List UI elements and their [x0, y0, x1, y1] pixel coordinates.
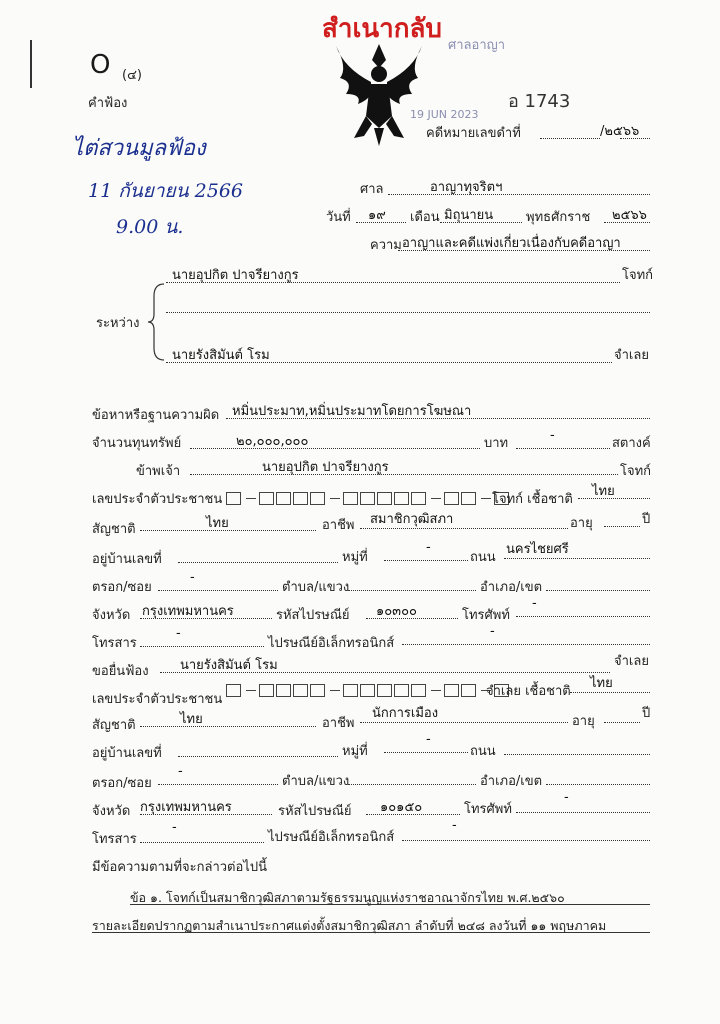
form-title: คำฟ้อง — [88, 96, 128, 111]
defendant-race: ไทย — [590, 676, 613, 691]
date-label: วันที่ — [326, 210, 351, 225]
defendant-occupation-label: อาชีพ — [322, 716, 355, 731]
form-sub: (๔) — [122, 68, 142, 83]
plaintiff-email-label: ไปรษณีย์อิเล็กทรอนิกส์ — [268, 636, 395, 651]
defendant-road-label: ถนน — [470, 744, 496, 759]
case-year: /๒๕๖๖ — [600, 124, 640, 139]
handwritten-note: ไต่สวนมูลฟ้อง — [72, 136, 206, 161]
plaintiff-province: กรุงเทพมหานคร — [142, 604, 234, 619]
defendant-id-label: เลขประจำตัวประชาชน — [92, 692, 223, 707]
case-type-label: ความ — [370, 238, 402, 253]
defendant-age-unit: ปี — [642, 706, 651, 721]
defendant-email: - — [452, 818, 457, 833]
plaintiff-district-label: อำเภอ/เขต — [480, 580, 543, 595]
plaintiff-age-unit: ปี — [642, 512, 651, 527]
plaintiff-fax: - — [176, 626, 181, 641]
plaintiff-moo: - — [426, 540, 431, 555]
defendant-id-role: จำเลย เชื้อชาติ — [486, 684, 571, 699]
defendant-moo-label: หมู่ที่ — [342, 744, 368, 759]
court-value: อาญาทุจริตฯ — [430, 180, 503, 195]
year-label: พุทธศักราช — [526, 210, 591, 225]
date-month: มิถุนายน — [444, 208, 494, 223]
case-number-label: คดีหมายเลขดำที่ — [426, 126, 521, 141]
plaintiff-house-label: อยู่บ้านเลขที่ — [92, 552, 162, 567]
plaintiff-id-label: เลขประจำตัวประชาชน — [92, 492, 223, 507]
court-stamp: ศาลอาญา — [448, 38, 506, 53]
paragraph-1: ข้อ ๑. โจทก์เป็นสมาชิกวุฒิสภาตามรัฐธรรมนูญแห่งราชอาณาจักรไทย พ.ศ.๒๕๖๐ — [130, 890, 565, 905]
plaintiff-age-label: อายุ — [570, 516, 593, 531]
defendant-role: จำเลย — [614, 348, 649, 363]
defendant-postal: ๑๐๑๕๐ — [380, 800, 423, 815]
received-date-stamp: 19 JUN 2023 — [410, 108, 479, 121]
plaintiff-phone: - — [532, 596, 537, 611]
plaintiff-province-label: จังหวัด — [92, 608, 131, 623]
defendant-soi: - — [178, 764, 183, 779]
defendant-age-label: อายุ — [572, 714, 595, 729]
paragraph-2: รายละเอียดปรากฏตามสำเนาประกาศแต่งตั้งสมาชิกวุฒิสภา ลำดับที่ ๒๔๘ ลงวันที่ ๑๑ พฤษภาคม — [92, 918, 607, 933]
defendant-info-role: จำเลย — [614, 654, 649, 669]
defendant-nationality-label: สัญชาติ — [92, 718, 136, 733]
defendant-phone-label: โทรศัพท์ — [464, 802, 512, 817]
plaintiff-info-role: โจทก์ — [620, 464, 652, 479]
plaintiff-moo-label: หมู่ที่ — [342, 550, 368, 565]
case-type: อาญาและคดีแพ่งเกี่ยวเนื่องกับคดีอาญา — [402, 236, 621, 251]
plaintiff-id-boxes — [226, 488, 511, 507]
defendant-name: นายรังสิมันต์ โรม — [172, 348, 270, 363]
defendant-soi-label: ตรอก/ซอย — [92, 776, 152, 791]
satang-label: สตางค์ — [612, 436, 651, 451]
copy-stamp: สำเนากลับ — [322, 14, 442, 44]
defendant-province-label: จังหวัด — [92, 804, 131, 819]
garuda-emblem-icon — [334, 38, 424, 152]
charge-value: หมิ่นประมาท,หมิ่นประมาทโดยการโฆษณา — [232, 404, 472, 419]
sue-label: ขอยื่นฟ้อง — [92, 664, 149, 679]
plaintiff-soi: - — [190, 570, 195, 585]
case-number-handwritten: อ 1743 — [508, 91, 571, 112]
plaintiff-email: - — [490, 624, 495, 639]
baht-label: บาท — [484, 436, 509, 451]
plaintiff-nationality: ไทย — [206, 516, 229, 531]
brace-icon — [146, 282, 166, 362]
plaintiff-postal-label: รหัสไปรษณีย์ — [276, 608, 350, 623]
plaintiff-soi-label: ตรอก/ซอย — [92, 580, 152, 595]
date-day: ๑๙ — [368, 208, 386, 223]
amount-label: จำนวนทุนทรัพย์ — [92, 436, 182, 451]
handwritten-date: 11 กันยายน 2566 — [88, 180, 244, 202]
defendant-phone: - — [564, 790, 569, 805]
defendant-house-label: อยู่บ้านเลขที่ — [92, 746, 162, 761]
form-number: O — [90, 50, 111, 80]
defendant-subdistrict-label: ตำบล/แขวง — [282, 774, 350, 789]
plaintiff-name: นายอุปกิต ปาจรียางกูร — [172, 268, 299, 283]
satang-value: - — [550, 428, 555, 443]
between-label: ระหว่าง — [96, 316, 140, 331]
defendant-id-boxes — [226, 680, 511, 699]
month-label: เดือน — [410, 210, 440, 225]
plaintiff-occupation-label: อาชีพ — [322, 518, 355, 533]
plaintiff-subdistrict-label: ตำบล/แขวง — [282, 580, 350, 595]
plaintiff-role: โจทก์ — [622, 268, 654, 283]
defendant-info-name: นายรังสิมันต์ โรม — [180, 658, 278, 673]
plaintiff-postal: ๑๐๓๐๐ — [376, 604, 417, 619]
plaintiff-road: นครไชยศรี — [506, 542, 569, 557]
plaintiff-race: ไทย — [592, 484, 615, 499]
court-label: ศาล — [360, 182, 384, 197]
plaintiff-nationality-label: สัญชาติ — [92, 522, 136, 537]
plaintiff-occupation: สมาชิกวุฒิสภา — [370, 512, 454, 527]
plaintiff-road-label: ถนน — [470, 550, 496, 565]
defendant-fax: - — [172, 820, 177, 835]
amount-value: ๒๐,๐๐๐,๐๐๐ — [236, 434, 309, 449]
defendant-fax-label: โทรสาร — [92, 832, 137, 847]
handwritten-time: 9.00 น. — [116, 216, 184, 238]
defendant-nationality: ไทย — [180, 712, 203, 727]
plaintiff-phone-label: โทรศัพท์ — [462, 608, 510, 623]
defendant-province: กรุงเทพมหานคร — [140, 800, 232, 815]
i-label: ข้าพเจ้า — [136, 464, 181, 479]
plaintiff-fax-label: โทรสาร — [92, 636, 137, 651]
defendant-moo: - — [426, 732, 431, 747]
defendant-district-label: อำเภอ/เขต — [480, 774, 543, 789]
charge-label: ข้อหาหรือฐานความผิด — [92, 408, 220, 423]
defendant-occupation: นักการเมือง — [372, 706, 439, 721]
plaintiff-id-role: โจทก์ เชื้อชาติ — [492, 492, 573, 507]
intro-text: มีข้อความตามที่จะกล่าวต่อไปนี้ — [92, 860, 267, 875]
defendant-email-label: ไปรษณีย์อิเล็กทรอนิกส์ — [268, 830, 395, 845]
date-year: ๒๕๖๖ — [612, 208, 647, 223]
plaintiff-info-name: นายอุปกิต ปาจรียางกูร — [262, 460, 389, 475]
margin-mark — [30, 40, 32, 88]
defendant-postal-label: รหัสไปรษณีย์ — [278, 804, 352, 819]
